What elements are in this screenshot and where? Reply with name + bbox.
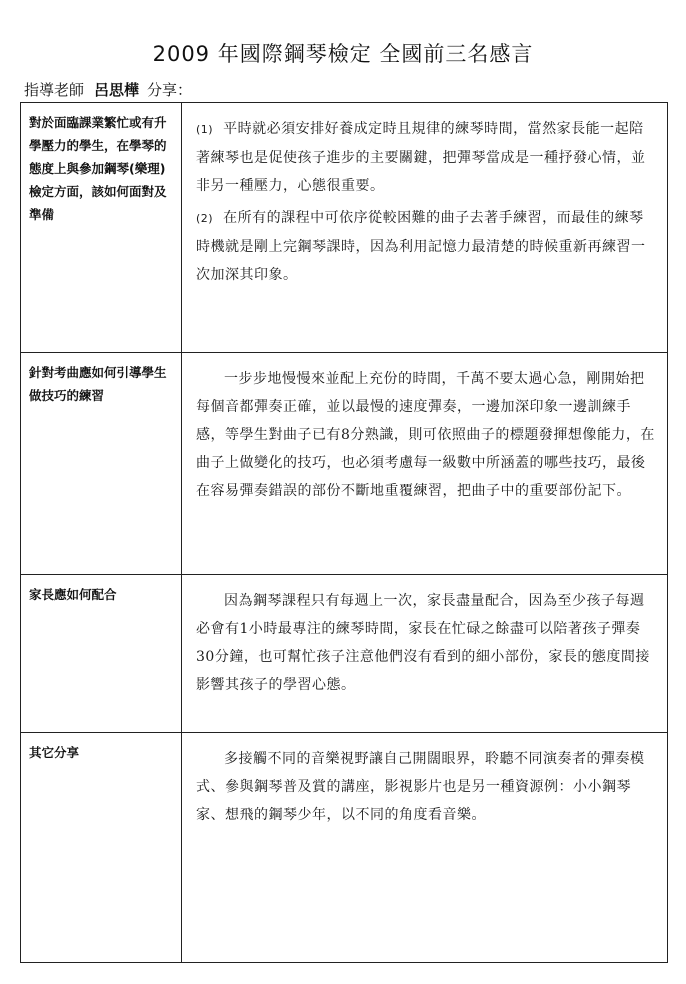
answer-paragraph-1 xyxy=(196,115,655,200)
answer-cell-parents xyxy=(182,575,668,733)
answer-cell-other xyxy=(182,733,668,963)
question-cell-study-pressure: 對於面臨課業繁忙或有升學壓力的學生，在學琴的態度上與參加鋼琴(樂理)檢定方面，該如何面對及準備 xyxy=(21,103,182,353)
teacher-name: 呂思樺 xyxy=(94,81,140,99)
answer-text-1: 平時就必須安排好養成定時且規律的練琴時間，當然家長能一起陪著練琴也是促使孩子進步的主要關鍵，把彈琴當成是一種抒發心情，並非另一種壓力，心態很重要。 xyxy=(196,121,646,194)
paragraph-number-2: (2) xyxy=(196,212,214,225)
page-title: 2009 年國際鋼琴檢定 全國前三名感言 xyxy=(152,42,534,66)
question-cell-technique: 針對考曲應如何引導學生做技巧的練習 xyxy=(21,353,182,575)
answer-text: 多接觸不同的音樂視野讓自己開闊眼界，聆聽不同演奏者的彈奏模式、參與鋼琴普及賞的講座，影視影片也是另一種資源例：小小鋼琴家、想飛的鋼琴少年，以不同的角度看音樂。 xyxy=(196,751,645,823)
answer-text: 一步步地慢慢來並配上充份的時間，千萬不要太過心急，剛開始把每個音都彈奏正確，並以最慢的速度彈奏，一邊加深印象一邊訓練手感，等學生對曲子已有8分熟識，則可依照曲子的標題發揮想像能力，在曲子上做變化的技巧，也必須考慮每一級數中所涵蓋的哪些技巧，最後在容易彈奏錯誤的部份不斷地重覆練習，把曲子中的重要部份記下。 xyxy=(196,371,655,499)
table-row xyxy=(21,733,668,963)
table-row xyxy=(21,353,668,575)
answer-cell-study-pressure xyxy=(182,103,668,353)
question-cell-parents: 家長應如何配合 xyxy=(21,575,182,733)
qa-table xyxy=(20,102,668,963)
answer-text: 因為鋼琴課程只有每週上一次，家長盡量配合，因為至少孩子每週必會有1小時最專注的練琴時間，家長在忙碌之餘盡可以陪著孩子彈奏30分鐘，也可幫忙孩子注意他們沒有看到的細小部份，家長的態度間接影響其孩子的學習心態。 xyxy=(196,593,650,693)
teacher-line xyxy=(24,79,192,100)
answer-paragraph-2 xyxy=(196,204,655,289)
answer-cell-technique xyxy=(182,353,668,575)
teacher-share-label: 分享： xyxy=(147,81,193,99)
question-cell-other: 其它分享 xyxy=(21,733,182,963)
table-row xyxy=(21,575,668,733)
table-row xyxy=(21,103,668,353)
paragraph-number-1: (1) xyxy=(196,123,214,136)
answer-text-2: 在所有的課程中可依序從較困難的曲子去著手練習，而最佳的練琴時機就是剛上完鋼琴課時，因為利用記憶力最清楚的時候重新再練習一次加深其印象。 xyxy=(196,210,646,283)
teacher-label: 指導老師 xyxy=(24,81,85,99)
